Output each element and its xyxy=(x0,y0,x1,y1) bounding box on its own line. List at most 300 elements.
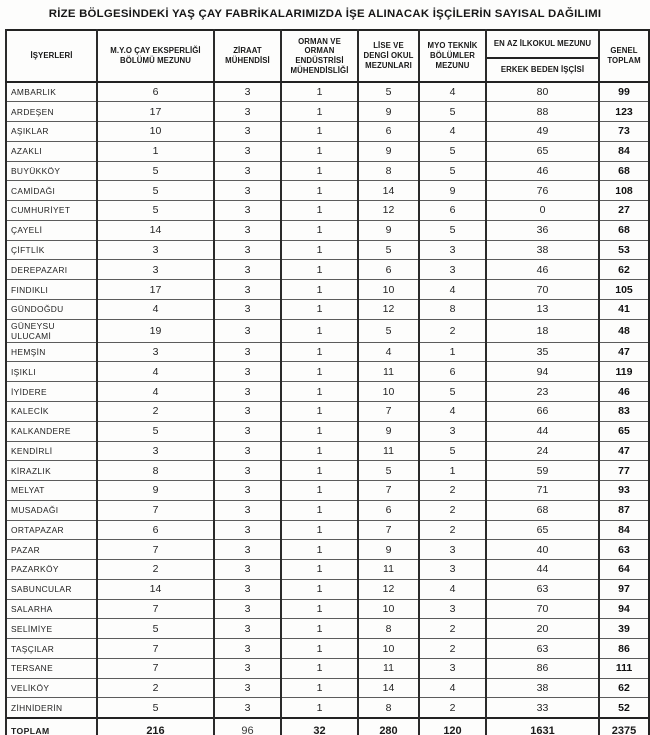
value-cell: 6 xyxy=(358,260,419,280)
row-total-cell: 62 xyxy=(599,260,649,280)
value-cell: 5 xyxy=(419,161,486,181)
row-total-cell: 99 xyxy=(599,82,649,102)
factory-name: ÇAYELİ xyxy=(6,220,97,240)
value-cell: 36 xyxy=(486,220,599,240)
table-row xyxy=(6,280,649,300)
value-cell: 14 xyxy=(97,579,214,599)
value-cell: 10 xyxy=(358,639,419,659)
value-cell: 6 xyxy=(358,500,419,520)
value-cell: 65 xyxy=(486,141,599,161)
table-row xyxy=(6,500,649,520)
value-cell: 1 xyxy=(281,441,358,461)
value-cell: 1 xyxy=(281,421,358,441)
col-header-isyerleri: İŞYERLERİ xyxy=(6,30,97,82)
distribution-table xyxy=(5,29,650,735)
value-cell: 11 xyxy=(358,560,419,580)
value-cell: 11 xyxy=(358,441,419,461)
column-total-cell: 280 xyxy=(358,718,419,735)
value-cell: 2 xyxy=(419,619,486,639)
value-cell: 14 xyxy=(97,220,214,240)
value-cell: 3 xyxy=(97,342,214,362)
header-row xyxy=(6,30,649,82)
value-cell: 1 xyxy=(281,658,358,678)
col-header-erkek-beden-iscisi: ERKEK BEDEN İŞÇİSİ xyxy=(500,65,585,75)
table-row xyxy=(6,141,649,161)
value-cell: 1 xyxy=(281,82,358,102)
value-cell: 40 xyxy=(486,540,599,560)
value-cell: 1 xyxy=(281,520,358,540)
value-cell: 9 xyxy=(419,181,486,201)
col-header-ilkokul-label: EN AZ İLKOKUL MEZUNU xyxy=(487,31,598,59)
table-row xyxy=(6,122,649,142)
factory-name: KALECİK xyxy=(6,401,97,421)
value-cell: 5 xyxy=(97,421,214,441)
factory-name: ZİHNİDERİN xyxy=(6,698,97,718)
value-cell: 4 xyxy=(97,362,214,382)
value-cell: 7 xyxy=(97,540,214,560)
value-cell: 4 xyxy=(419,280,486,300)
value-cell: 5 xyxy=(419,102,486,122)
row-total-cell: 119 xyxy=(599,362,649,382)
value-cell: 2 xyxy=(419,481,486,501)
value-cell: 12 xyxy=(358,579,419,599)
factory-name: SABUNCULAR xyxy=(6,579,97,599)
value-cell: 2 xyxy=(97,678,214,698)
table-row xyxy=(6,319,649,342)
value-cell: 3 xyxy=(214,658,281,678)
value-cell: 1 xyxy=(419,342,486,362)
column-total-cell: 96 xyxy=(214,718,281,735)
row-total-cell: 68 xyxy=(599,161,649,181)
factory-name: MUSADAĞI xyxy=(6,500,97,520)
value-cell: 5 xyxy=(358,82,419,102)
value-cell: 1 xyxy=(281,619,358,639)
value-cell: 33 xyxy=(486,698,599,718)
row-total-cell: 94 xyxy=(599,599,649,619)
value-cell: 1 xyxy=(281,698,358,718)
value-cell: 8 xyxy=(358,619,419,639)
grand-total-cell: 2375 xyxy=(599,718,649,735)
value-cell: 7 xyxy=(97,639,214,659)
col-header-myo-cay-eksperligi: M.Y.O ÇAY EKSPERLİĞİ BÖLÜMÜ MEZUNU xyxy=(97,30,214,82)
table-row xyxy=(6,698,649,718)
value-cell: 3 xyxy=(97,240,214,260)
value-cell: 17 xyxy=(97,280,214,300)
value-cell: 20 xyxy=(486,619,599,639)
row-total-cell: 97 xyxy=(599,579,649,599)
value-cell: 4 xyxy=(419,579,486,599)
value-cell: 23 xyxy=(486,382,599,402)
table-row xyxy=(6,520,649,540)
value-cell: 4 xyxy=(419,82,486,102)
value-cell: 1 xyxy=(281,201,358,221)
value-cell: 1 xyxy=(281,382,358,402)
factory-name: IŞIKLI xyxy=(6,362,97,382)
value-cell: 18 xyxy=(486,319,599,342)
value-cell: 38 xyxy=(486,678,599,698)
value-cell: 1 xyxy=(281,461,358,481)
value-cell: 3 xyxy=(214,421,281,441)
value-cell: 3 xyxy=(419,658,486,678)
table-row xyxy=(6,201,649,221)
value-cell: 63 xyxy=(486,579,599,599)
value-cell: 24 xyxy=(486,441,599,461)
row-total-cell: 68 xyxy=(599,220,649,240)
table-row xyxy=(6,260,649,280)
value-cell: 9 xyxy=(358,220,419,240)
factory-name: SELİMİYE xyxy=(6,619,97,639)
column-total-cell: 1631 xyxy=(486,718,599,735)
value-cell: 1 xyxy=(281,102,358,122)
table-row xyxy=(6,658,649,678)
value-cell: 3 xyxy=(97,441,214,461)
factory-name: PAZARKÖY xyxy=(6,560,97,580)
value-cell: 5 xyxy=(97,619,214,639)
table-row xyxy=(6,240,649,260)
factory-name: ARDEŞEN xyxy=(6,102,97,122)
factory-name: AMBARLIK xyxy=(6,82,97,102)
value-cell: 6 xyxy=(419,362,486,382)
value-cell: 1 xyxy=(281,500,358,520)
value-cell: 1 xyxy=(281,579,358,599)
value-cell: 3 xyxy=(214,639,281,659)
value-cell: 4 xyxy=(97,299,214,319)
value-cell: 3 xyxy=(419,240,486,260)
value-cell: 3 xyxy=(214,141,281,161)
value-cell: 3 xyxy=(419,599,486,619)
factory-name: KALKANDERE xyxy=(6,421,97,441)
value-cell: 68 xyxy=(486,500,599,520)
value-cell: 5 xyxy=(358,461,419,481)
value-cell: 11 xyxy=(358,658,419,678)
value-cell: 3 xyxy=(214,500,281,520)
value-cell: 44 xyxy=(486,560,599,580)
value-cell: 1 xyxy=(281,401,358,421)
value-cell: 1 xyxy=(97,141,214,161)
value-cell: 1 xyxy=(281,362,358,382)
row-total-cell: 108 xyxy=(599,181,649,201)
value-cell: 3 xyxy=(214,181,281,201)
table-row xyxy=(6,181,649,201)
value-cell: 7 xyxy=(97,500,214,520)
row-total-cell: 27 xyxy=(599,201,649,221)
col-header-ilkokul xyxy=(486,30,599,82)
col-header-orman-muhendisligi: ORMAN VE ORMAN ENDÜSTRİSİ MÜHENDİSLİĞİ xyxy=(281,30,358,82)
value-cell: 1 xyxy=(419,461,486,481)
factory-name: GÜNEYSU ULUCAMİ xyxy=(6,319,97,342)
value-cell: 0 xyxy=(486,201,599,221)
value-cell: 1 xyxy=(281,141,358,161)
value-cell: 3 xyxy=(419,540,486,560)
value-cell: 5 xyxy=(97,698,214,718)
table-row xyxy=(6,619,649,639)
column-total-cell: 32 xyxy=(281,718,358,735)
value-cell: 1 xyxy=(281,161,358,181)
column-total-cell: 120 xyxy=(419,718,486,735)
value-cell: 8 xyxy=(419,299,486,319)
col-header-genel-toplam: GENEL TOPLAM xyxy=(599,30,649,82)
value-cell: 1 xyxy=(281,560,358,580)
row-total-cell: 73 xyxy=(599,122,649,142)
row-total-cell: 39 xyxy=(599,619,649,639)
value-cell: 7 xyxy=(358,520,419,540)
value-cell: 9 xyxy=(358,102,419,122)
value-cell: 38 xyxy=(486,240,599,260)
col-header-ziraat-muhendisi: ZİRAAT MÜHENDİSİ xyxy=(214,30,281,82)
value-cell: 9 xyxy=(97,481,214,501)
value-cell: 3 xyxy=(214,441,281,461)
value-cell: 3 xyxy=(214,122,281,142)
value-cell: 10 xyxy=(97,122,214,142)
value-cell: 2 xyxy=(97,401,214,421)
value-cell: 13 xyxy=(486,299,599,319)
table-row xyxy=(6,342,649,362)
row-total-cell: 64 xyxy=(599,560,649,580)
table-row xyxy=(6,299,649,319)
row-total-cell: 41 xyxy=(599,299,649,319)
value-cell: 9 xyxy=(358,421,419,441)
value-cell: 3 xyxy=(214,161,281,181)
table-row xyxy=(6,161,649,181)
totals-label: TOPLAM xyxy=(6,718,97,735)
value-cell: 5 xyxy=(419,220,486,240)
value-cell: 86 xyxy=(486,658,599,678)
row-total-cell: 84 xyxy=(599,141,649,161)
table-row xyxy=(6,82,649,102)
value-cell: 1 xyxy=(281,280,358,300)
value-cell: 4 xyxy=(358,342,419,362)
value-cell: 1 xyxy=(281,481,358,501)
value-cell: 1 xyxy=(281,260,358,280)
value-cell: 2 xyxy=(419,520,486,540)
value-cell: 1 xyxy=(281,342,358,362)
table-row xyxy=(6,220,649,240)
value-cell: 3 xyxy=(214,579,281,599)
value-cell: 14 xyxy=(358,181,419,201)
row-total-cell: 63 xyxy=(599,540,649,560)
value-cell: 3 xyxy=(214,280,281,300)
row-total-cell: 111 xyxy=(599,658,649,678)
factory-name: MELYAT xyxy=(6,481,97,501)
column-total-cell: 216 xyxy=(97,718,214,735)
row-total-cell: 123 xyxy=(599,102,649,122)
table-row xyxy=(6,461,649,481)
factory-name: AŞIKLAR xyxy=(6,122,97,142)
value-cell: 17 xyxy=(97,102,214,122)
table-row xyxy=(6,560,649,580)
value-cell: 66 xyxy=(486,401,599,421)
table-row xyxy=(6,401,649,421)
table-footer xyxy=(6,718,649,735)
value-cell: 12 xyxy=(358,299,419,319)
table-header xyxy=(6,30,649,82)
value-cell: 2 xyxy=(419,319,486,342)
value-cell: 6 xyxy=(97,82,214,102)
value-cell: 1 xyxy=(281,639,358,659)
value-cell: 9 xyxy=(358,141,419,161)
value-cell: 8 xyxy=(358,698,419,718)
value-cell: 7 xyxy=(97,599,214,619)
col-header-lise-dengi: LİSE VE DENGİ OKUL MEZUNLARI xyxy=(358,30,419,82)
totals-row xyxy=(6,718,649,735)
factory-name: BUYÜKKÖY xyxy=(6,161,97,181)
row-total-cell: 93 xyxy=(599,481,649,501)
table-row xyxy=(6,639,649,659)
value-cell: 6 xyxy=(97,520,214,540)
value-cell: 4 xyxy=(419,122,486,142)
value-cell: 4 xyxy=(419,401,486,421)
value-cell: 10 xyxy=(358,599,419,619)
row-total-cell: 65 xyxy=(599,421,649,441)
row-total-cell: 53 xyxy=(599,240,649,260)
row-total-cell: 87 xyxy=(599,500,649,520)
value-cell: 3 xyxy=(214,102,281,122)
value-cell: 4 xyxy=(419,678,486,698)
factory-name: VELİKÖY xyxy=(6,678,97,698)
value-cell: 3 xyxy=(214,220,281,240)
value-cell: 3 xyxy=(214,260,281,280)
value-cell: 12 xyxy=(358,201,419,221)
value-cell: 5 xyxy=(358,240,419,260)
value-cell: 3 xyxy=(419,560,486,580)
table-row xyxy=(6,678,649,698)
value-cell: 2 xyxy=(419,500,486,520)
row-total-cell: 47 xyxy=(599,441,649,461)
factory-name: GÜNDOĞDU xyxy=(6,299,97,319)
value-cell: 63 xyxy=(486,639,599,659)
value-cell: 3 xyxy=(214,481,281,501)
factory-name: CAMİDAĞI xyxy=(6,181,97,201)
value-cell: 3 xyxy=(214,678,281,698)
value-cell: 5 xyxy=(419,141,486,161)
value-cell: 3 xyxy=(419,260,486,280)
value-cell: 70 xyxy=(486,280,599,300)
value-cell: 3 xyxy=(419,421,486,441)
value-cell: 80 xyxy=(486,82,599,102)
factory-name: TAŞÇILAR xyxy=(6,639,97,659)
value-cell: 5 xyxy=(419,382,486,402)
value-cell: 19 xyxy=(97,319,214,342)
value-cell: 3 xyxy=(214,461,281,481)
value-cell: 35 xyxy=(486,342,599,362)
row-total-cell: 48 xyxy=(599,319,649,342)
value-cell: 3 xyxy=(214,560,281,580)
factory-name: FINDIKLI xyxy=(6,280,97,300)
value-cell: 1 xyxy=(281,319,358,342)
value-cell: 3 xyxy=(214,540,281,560)
value-cell: 46 xyxy=(486,260,599,280)
value-cell: 2 xyxy=(97,560,214,580)
value-cell: 3 xyxy=(214,401,281,421)
value-cell: 3 xyxy=(214,382,281,402)
value-cell: 2 xyxy=(419,698,486,718)
value-cell: 3 xyxy=(97,260,214,280)
value-cell: 88 xyxy=(486,102,599,122)
value-cell: 1 xyxy=(281,540,358,560)
value-cell: 4 xyxy=(97,382,214,402)
factory-name: HEMŞİN xyxy=(6,342,97,362)
factory-name: PAZAR xyxy=(6,540,97,560)
row-total-cell: 105 xyxy=(599,280,649,300)
row-total-cell: 47 xyxy=(599,342,649,362)
factory-name: SALARHA xyxy=(6,599,97,619)
value-cell: 94 xyxy=(486,362,599,382)
value-cell: 1 xyxy=(281,678,358,698)
value-cell: 5 xyxy=(97,181,214,201)
value-cell: 3 xyxy=(214,201,281,221)
factory-name: KENDİRLİ xyxy=(6,441,97,461)
value-cell: 71 xyxy=(486,481,599,501)
value-cell: 7 xyxy=(358,401,419,421)
table-row xyxy=(6,481,649,501)
value-cell: 5 xyxy=(419,441,486,461)
value-cell: 3 xyxy=(214,342,281,362)
value-cell: 5 xyxy=(97,201,214,221)
row-total-cell: 52 xyxy=(599,698,649,718)
row-total-cell: 62 xyxy=(599,678,649,698)
value-cell: 3 xyxy=(214,240,281,260)
value-cell: 10 xyxy=(358,280,419,300)
factory-name: ORTAPAZAR xyxy=(6,520,97,540)
factory-name: TERSANE xyxy=(6,658,97,678)
value-cell: 70 xyxy=(486,599,599,619)
row-total-cell: 86 xyxy=(599,639,649,659)
value-cell: 5 xyxy=(358,319,419,342)
value-cell: 7 xyxy=(97,658,214,678)
table-row xyxy=(6,579,649,599)
factory-name: İYİDERE xyxy=(6,382,97,402)
value-cell: 3 xyxy=(214,698,281,718)
table-row xyxy=(6,362,649,382)
row-total-cell: 83 xyxy=(599,401,649,421)
value-cell: 10 xyxy=(358,382,419,402)
value-cell: 1 xyxy=(281,240,358,260)
col-header-myo-teknik: MYO TEKNİK BÖLÜMLER MEZUNU xyxy=(419,30,486,82)
value-cell: 8 xyxy=(358,161,419,181)
value-cell: 3 xyxy=(214,362,281,382)
value-cell: 65 xyxy=(486,520,599,540)
value-cell: 14 xyxy=(358,678,419,698)
factory-name: CUMHURİYET xyxy=(6,201,97,221)
value-cell: 6 xyxy=(419,201,486,221)
factory-name: ÇİFTLİK xyxy=(6,240,97,260)
value-cell: 3 xyxy=(214,299,281,319)
table-row xyxy=(6,441,649,461)
value-cell: 8 xyxy=(97,461,214,481)
value-cell: 1 xyxy=(281,299,358,319)
value-cell: 11 xyxy=(358,362,419,382)
row-total-cell: 77 xyxy=(599,461,649,481)
value-cell: 1 xyxy=(281,220,358,240)
value-cell: 3 xyxy=(214,319,281,342)
table-body xyxy=(6,82,649,718)
table-row xyxy=(6,382,649,402)
value-cell: 3 xyxy=(214,82,281,102)
value-cell: 76 xyxy=(486,181,599,201)
value-cell: 9 xyxy=(358,540,419,560)
value-cell: 2 xyxy=(419,639,486,659)
value-cell: 1 xyxy=(281,122,358,142)
value-cell: 3 xyxy=(214,599,281,619)
table-row xyxy=(6,102,649,122)
value-cell: 7 xyxy=(358,481,419,501)
table-row xyxy=(6,599,649,619)
value-cell: 1 xyxy=(281,599,358,619)
value-cell: 3 xyxy=(214,619,281,639)
value-cell: 6 xyxy=(358,122,419,142)
row-total-cell: 46 xyxy=(599,382,649,402)
table-row xyxy=(6,421,649,441)
